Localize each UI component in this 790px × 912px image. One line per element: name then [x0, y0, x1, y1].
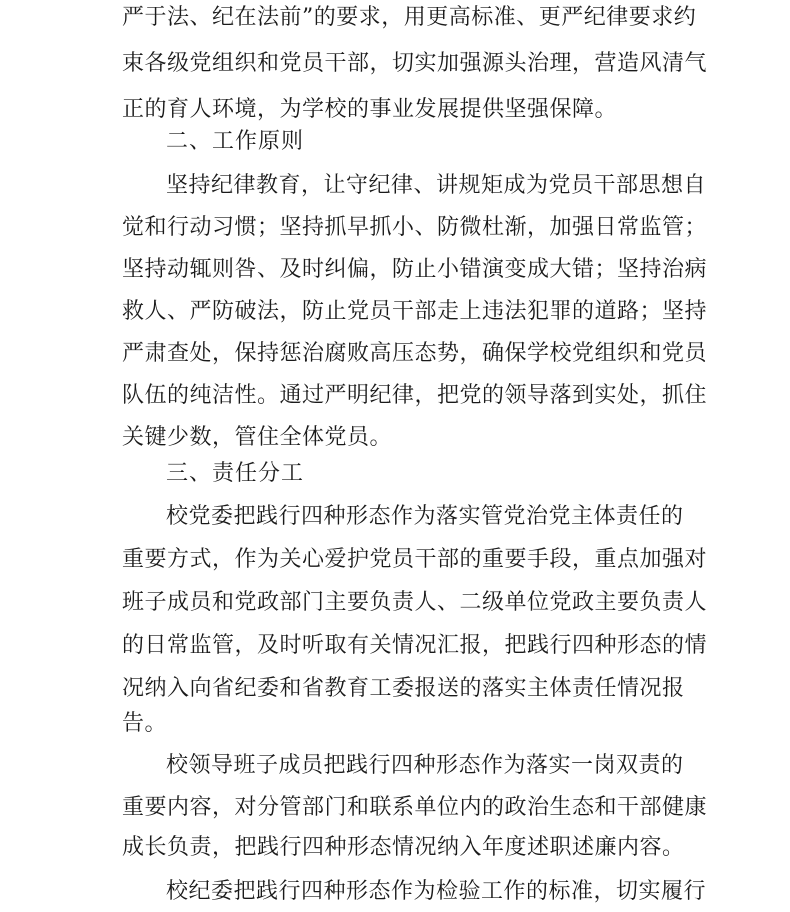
paragraph-line: 校领导班子成员把践行四种形态作为落实一岗双责的	[166, 753, 684, 778]
paragraph-line: 队伍的纯洁性。通过严明纪律，把党的领导落到实处，抓住	[122, 383, 708, 408]
paragraph-line: 正的育人环境，为学校的事业发展提供坚强保障。	[122, 97, 618, 122]
paragraph-line: 校纪委把践行四种形态作为检验工作的标准，切实履行	[166, 879, 707, 904]
paragraph-line: 重要方式，作为关心爱护党员干部的重要手段，重点加强对	[122, 547, 708, 572]
section-heading: 二、工作原则	[166, 129, 305, 154]
paragraph-line: 班子成员和党政部门主要负责人、二级单位党政主要负责人	[122, 590, 708, 615]
paragraph-line: 束各级党组织和党员干部，切实加强源头治理，营造风清气	[122, 51, 708, 76]
paragraph-line: 严肃查处，保持惩治腐败高压态势，确保学校党组织和党员	[122, 341, 708, 366]
paragraph-line: 坚持动辄则咎、及时纠偏，防止小错演变成大错；坚持治病	[122, 257, 708, 282]
paragraph-line: 关键少数，管住全体党员。	[122, 425, 393, 450]
section-heading: 三、责任分工	[166, 461, 305, 486]
paragraph-line: 告。	[122, 711, 168, 736]
paragraph-line: 严于法、纪在法前”的要求，用更高标准、更严纪律要求约	[122, 5, 697, 30]
paragraph-line: 的日常监管，及时听取有关情况汇报，把践行四种形态的情	[122, 633, 708, 658]
paragraph-line: 觉和行动习惯；坚持抓早抓小、防微杜渐，加强日常监管；	[122, 215, 708, 240]
paragraph-line: 成长负责，把践行四种形态情况纳入年度述职述廉内容。	[122, 835, 685, 860]
paragraph-line: 校党委把践行四种形态作为落实管党治党主体责任的	[166, 504, 684, 529]
paragraph-line: 救人、严防破法，防止党员干部走上违法犯罪的道路；坚持	[122, 299, 708, 324]
paragraph-line: 坚持纪律教育，让守纪律、讲规矩成为党员干部思想自	[166, 173, 707, 198]
paragraph-line: 重要内容，对分管部门和联系单位内的政治生态和干部健康	[122, 795, 708, 820]
paragraph-line: 况纳入向省纪委和省教育工委报送的落实主体责任情况报	[122, 676, 685, 701]
